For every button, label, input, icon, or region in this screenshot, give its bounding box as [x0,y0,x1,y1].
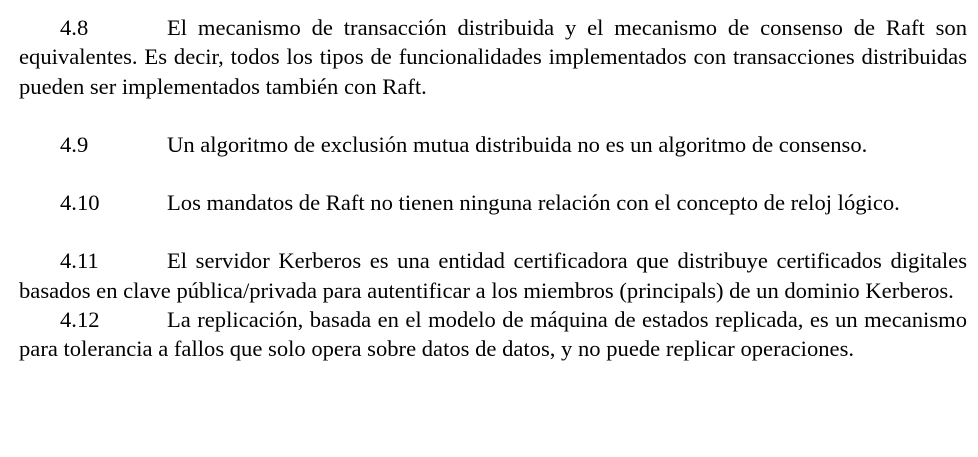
paragraph-gap [19,217,978,246]
paragraph-gap [19,101,978,130]
statement-4-11 [19,246,967,305]
statement-4-12 [19,305,967,364]
statement-number: 4.11 [60,248,99,274]
statement-4-9 [19,130,967,159]
paragraph-gap [19,159,978,188]
statement-number: 4.9 [60,131,89,157]
statement-number: 4.8 [60,15,89,40]
statement-text: Un algoritmo de exclusión mutua distribuida no es un algoritmo de consenso. [167,131,868,157]
statement-4-10 [19,188,967,217]
statement-text: El servidor Kerberos es una entidad certificadora que distribuye certificados digitales basados en clave pública/privada para autentificar a los miembros (principals) de un dominio Kerberos. [19,248,967,303]
statement-text: Los mandatos de Raft no tienen ninguna relación con el concepto de reloj lógico. [167,190,900,216]
statement-text: El mecanismo de transacción distribuida y el mecanismo de consenso de Raft son equivalentes. Es decir, todos los tipos de funcionalidades implementados con transacciones distribuidas pueden ser implementados también con Raft. [19,15,967,99]
statement-text: La replicación, basada en el modelo de máquina de estados replicada, es un mecanismo para tolerancia a fallos que solo opera sobre datos de datos, y no puede replicar operaciones. [19,307,967,362]
statement-4-8 [19,13,967,101]
statement-number: 4.12 [60,307,100,333]
statement-number: 4.10 [60,190,100,216]
